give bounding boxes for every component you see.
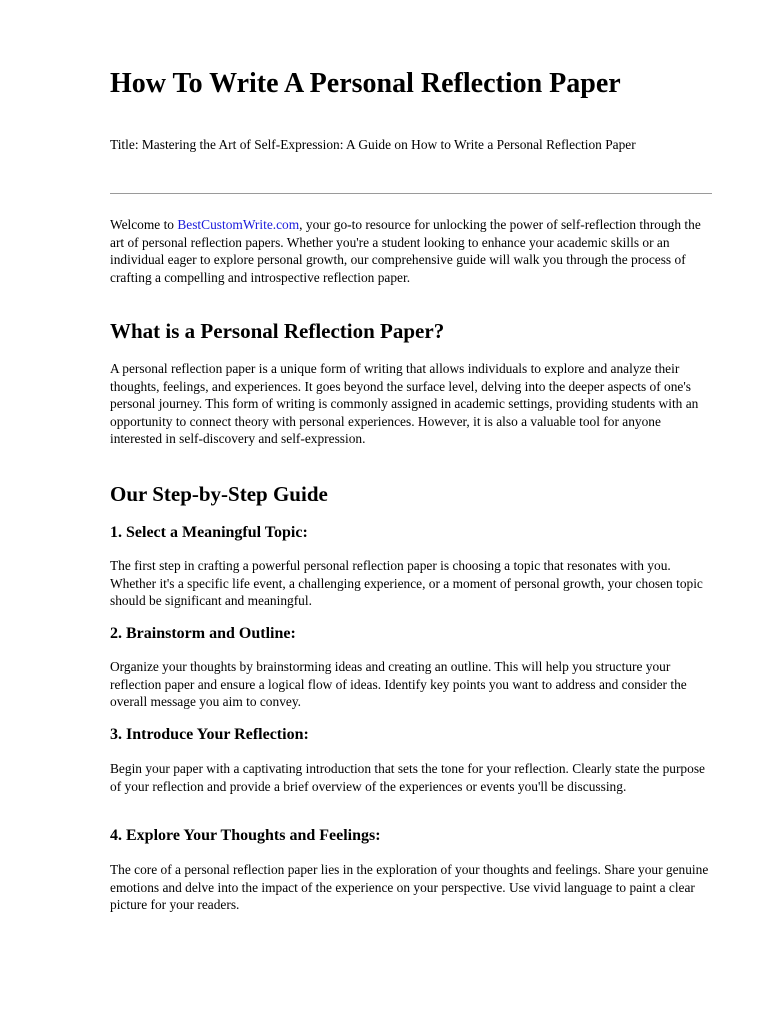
intro-text-before-link: Welcome to (110, 217, 178, 232)
step-2-body: Organize your thoughts by brainstorming ideas and creating an outline. This will help you structure your reflection paper and ensure a logical flow of ideas. Identify key points you want to address and consider the overall message you aim to convey. (110, 659, 687, 709)
document-subtitle: Title: Mastering the Art of Self-Expression: A Guide on How to Write a Personal Reflection Paper (110, 137, 636, 152)
step-1-heading: 1. Select a Meaningful Topic: (110, 524, 308, 541)
step-3-body: Begin your paper with a captivating introduction that sets the tone for your reflection. Clearly state the purpose of your reflection and provide a brief overview of the experiences or events you'll be discussing. (110, 761, 705, 794)
page-title: How To Write A Personal Reflection Paper (110, 68, 621, 99)
section-heading-what: What is a Personal Reflection Paper? (110, 319, 445, 343)
horizontal-divider (110, 193, 712, 194)
intro-paragraph (110, 216, 710, 286)
step-4-heading: 4. Explore Your Thoughts and Feelings: (110, 827, 381, 844)
step-2-heading: 2. Brainstorm and Outline: (110, 625, 296, 642)
section-heading-guide: Our Step-by-Step Guide (110, 482, 328, 506)
intro-text-after-link: , your go-to resource for unlocking the power of self-reflection through the art of personal reflection papers. Whether you're a student looking to enhance your academic skills or an individual eager to explore personal growth, our comprehensive guide will walk you through the process of crafting a compelling and introspective reflection paper. (110, 217, 701, 285)
step-3-heading: 3. Introduce Your Reflection: (110, 726, 309, 743)
step-1-body: The first step in crafting a powerful personal reflection paper is choosing a topic that resonates with you. Whether it's a specific life event, a challenging experience, or a moment of personal growth, your chosen topic should be significant and meaningful. (110, 558, 703, 608)
bestcustomwrite-link[interactable]: BestCustomWrite.com (177, 217, 300, 232)
section-body-what: A personal reflection paper is a unique form of writing that allows individuals to explore and analyze their thoughts, feelings, and experiences. It goes beyond the surface level, delving into the deeper aspects of one's personal journey. This form of writing is commonly assigned in academic settings, providing students with an opportunity to connect theory with personal experiences. However, it is also a valuable tool for anyone interested in self-discovery and self-expression. (110, 361, 699, 446)
step-4-body: The core of a personal reflection paper lies in the exploration of your thoughts and feelings. Share your genuine emotions and delve into the impact of the experience on your perspective. Use vivid language to paint a clear picture for your readers. (110, 862, 709, 912)
